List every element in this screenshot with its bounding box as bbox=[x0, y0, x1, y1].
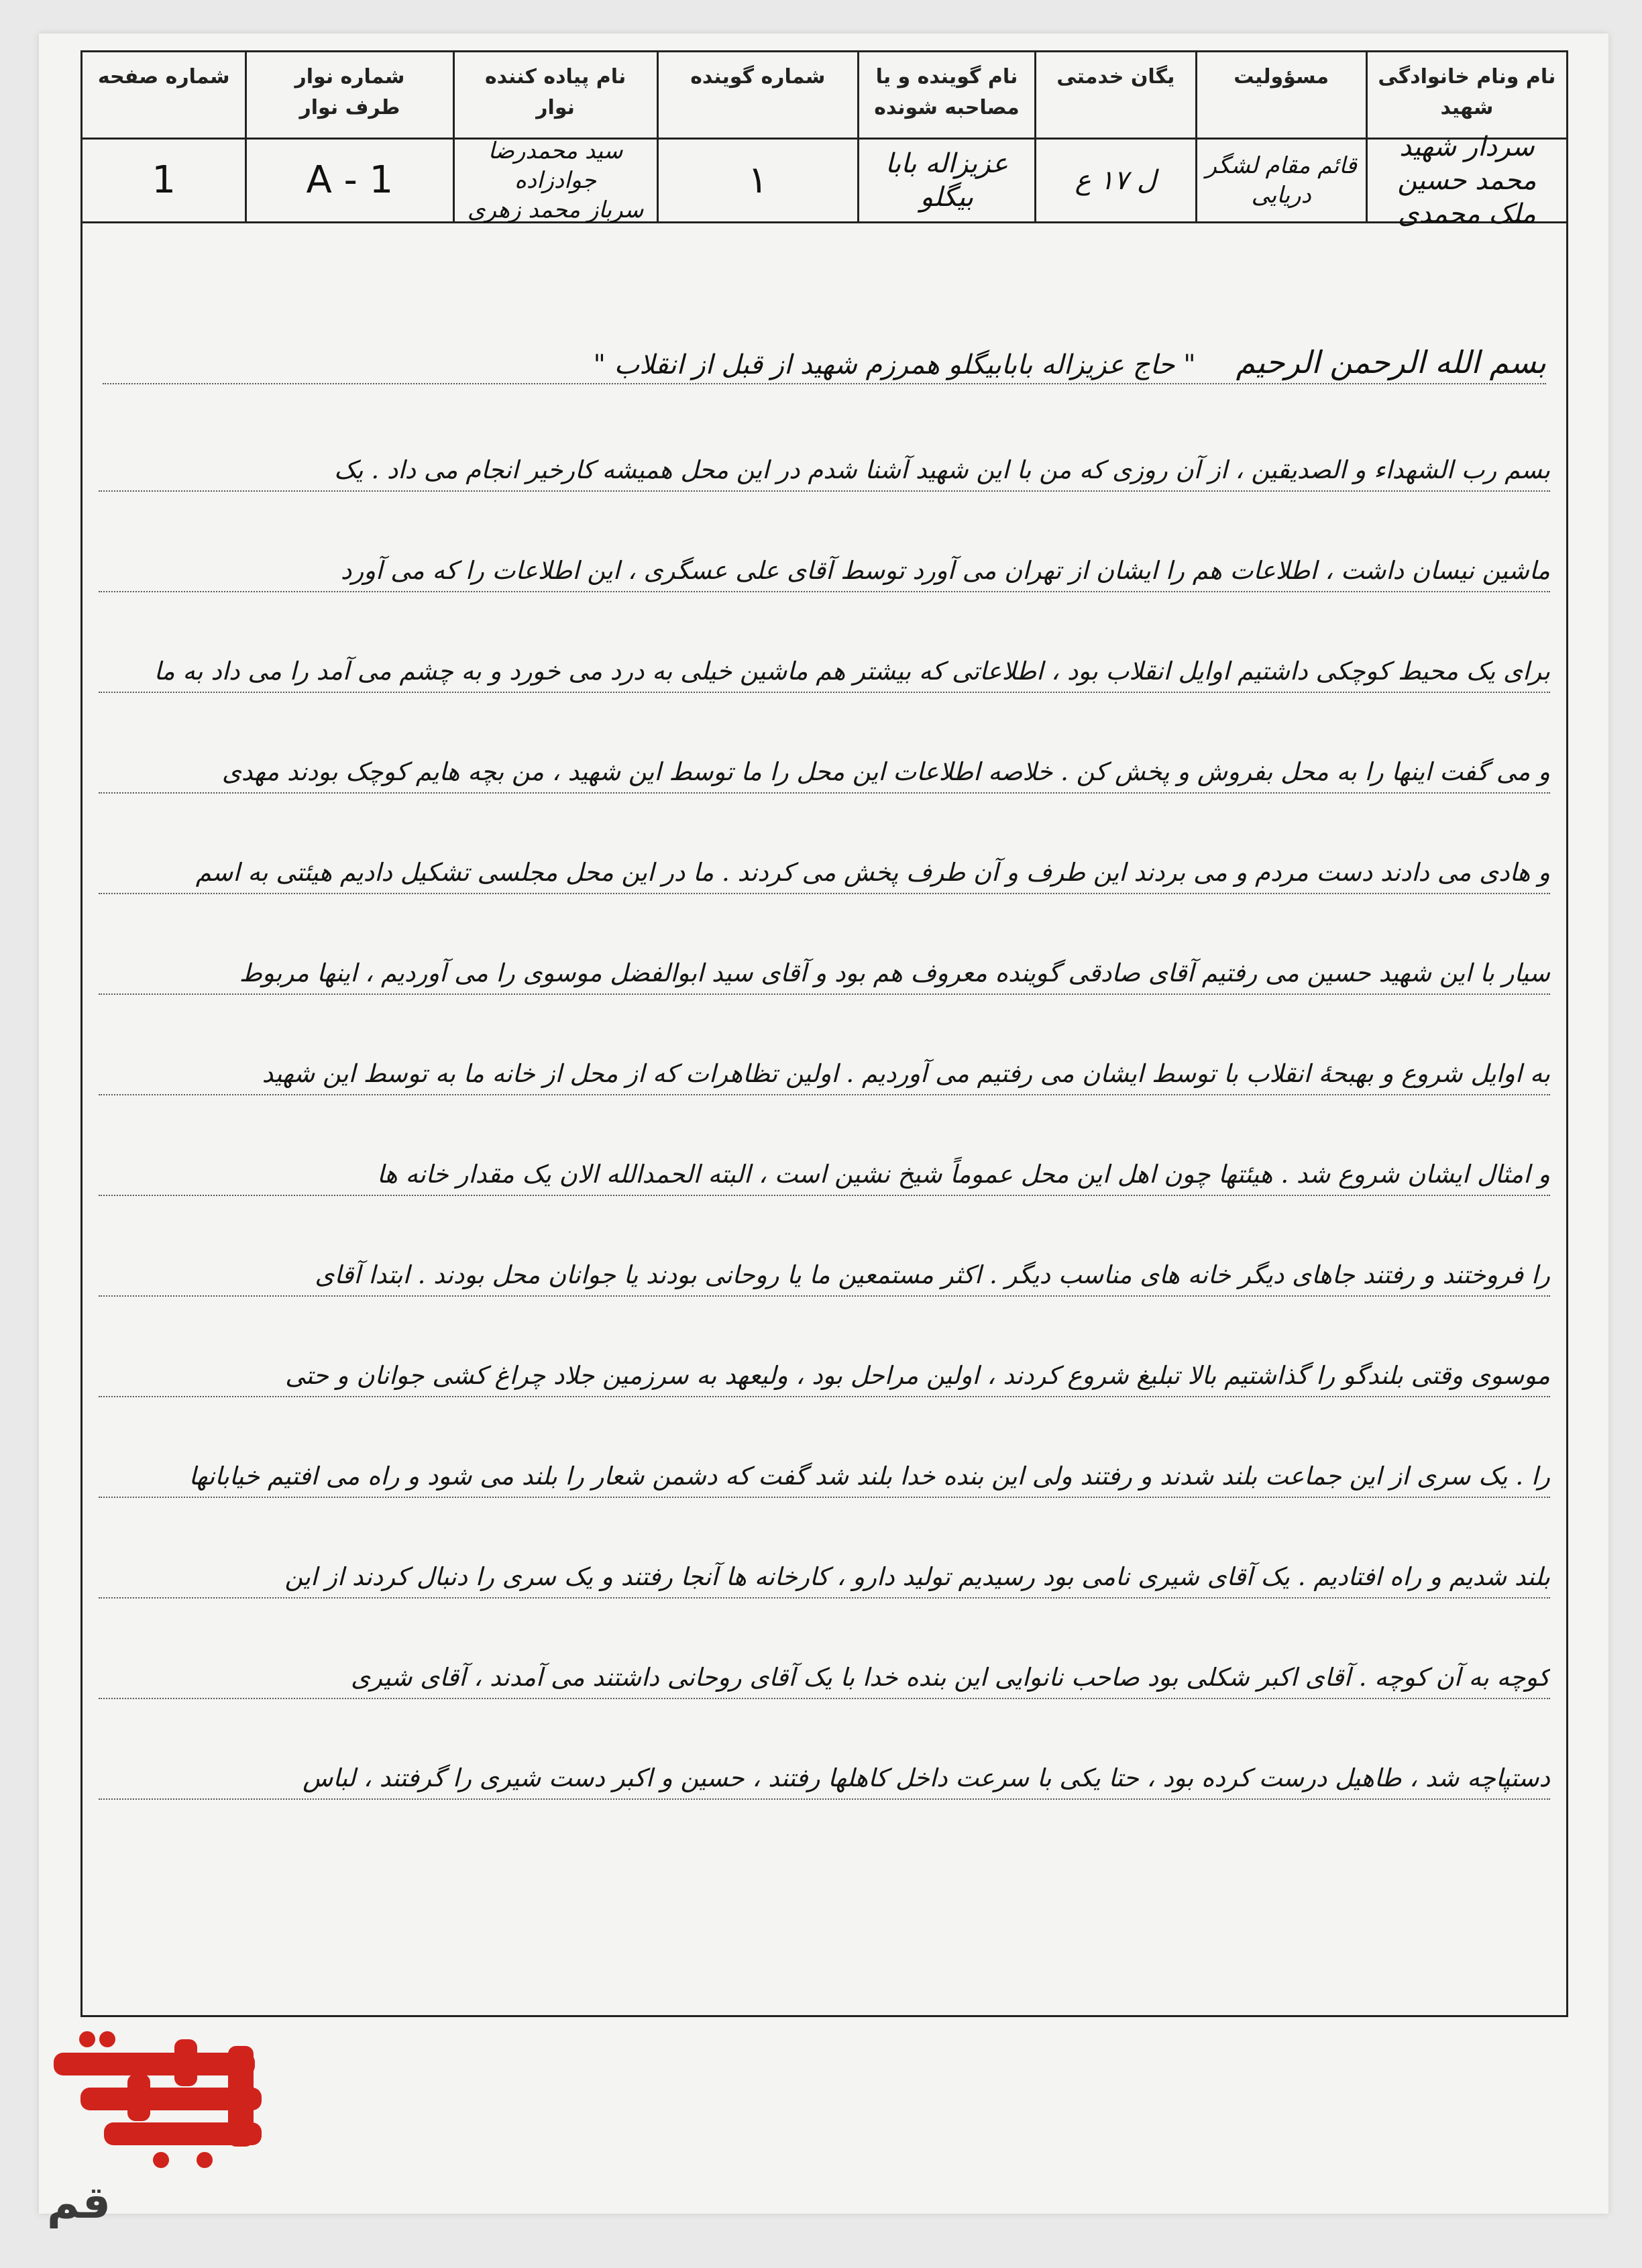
label-transcriber bbox=[453, 52, 657, 138]
label-tape-number-line2: طرف نوار bbox=[299, 96, 400, 119]
value-responsibility-line2: دریایی bbox=[1251, 182, 1311, 209]
value-speaker-name bbox=[857, 140, 1034, 221]
transcript-line-text: را فروختند و رفتند جاهای دیگر خانه های مناسب دیگر . اکثر مستمعین ما یا روحانی بودند یا جوانان محل بودند . ابتدا آقای bbox=[315, 1260, 1550, 1289]
transcript-line-text: و هادی می دادند دست مردم و می بردند این طرف و آن طرف پخش می کردند . ما در این محل مجلسی تشکیل دادیم هیئتی به اسم bbox=[195, 858, 1550, 887]
label-speaker-name-line1: نام گوینده و یا bbox=[875, 65, 1018, 89]
label-responsibility bbox=[1195, 52, 1366, 138]
transcript-line bbox=[99, 391, 1550, 492]
label-transcriber-line1: نام پیاده کننده bbox=[484, 65, 626, 89]
transcript-line bbox=[99, 794, 1550, 894]
form-header-table bbox=[83, 52, 1566, 229]
transcript-line-text: بلند شدیم و راه افتادیم . یک آقای شیری نامی بود رسیدیم تولید دارو ، کارخانه ها آنجا رفتند و یک سری را دنبال کردند از این bbox=[284, 1562, 1550, 1591]
label-page-number-text: شماره صفحه bbox=[97, 65, 230, 89]
transcript-line bbox=[99, 1095, 1550, 1196]
transcript-line-text: را . یک سری از این جماعت بلند شدند و رفتند ولی این بنده خدا بلند شد گفت که دشمن شعار را بلند می شود و راه می افتیم خیابانها bbox=[188, 1462, 1550, 1491]
label-speaker-number-text: شماره گوینده bbox=[690, 65, 826, 89]
transcript-line bbox=[99, 1599, 1550, 1699]
value-transcriber-line1: سید محمدرضا جوادزاده bbox=[488, 138, 623, 194]
label-tape-number-line1: شماره نوار bbox=[294, 65, 405, 89]
label-responsibility-text: مسؤولیت bbox=[1234, 65, 1329, 89]
value-speaker-number bbox=[657, 140, 857, 221]
bismillah-text: بسم الله الرحمن الرحیم bbox=[1236, 344, 1546, 380]
transcript-line-text: به اوایل شروع و بهبحهٔ انقلاب با توسط ایشان می رفتیم می آوردیم . اولین تظاهرات که از محل از خانه ما به توسط این شهید bbox=[262, 1059, 1550, 1088]
form-frame bbox=[80, 50, 1568, 2017]
transcript-line-text: سیار با این شهید حسین می رفتیم آقای صادقی گوینده معروف هم بود و آقای سید ابوالفضل موسوی را می آوردیم ، اینها مربوط bbox=[239, 959, 1550, 987]
transcript-line bbox=[99, 1196, 1550, 1297]
transcript-line bbox=[99, 1699, 1550, 1800]
transcript-line bbox=[99, 1397, 1550, 1498]
transcript-line bbox=[99, 894, 1550, 995]
transcript-line bbox=[99, 1498, 1550, 1599]
transcript-line bbox=[99, 1297, 1550, 1397]
value-page-number-text: 1 bbox=[152, 158, 176, 202]
value-tape-number-text: A - 1 bbox=[306, 158, 394, 202]
header-labels-row bbox=[83, 52, 1566, 140]
transcript-line-text: دستپاچه شد ، طاهیل درست کرده بود ، حتا یکی با سرعت داخل کاهلها رفتند ، حسین و اکبر دست شیری را گرفتند ، لباس bbox=[303, 1764, 1550, 1792]
transcript-line bbox=[99, 693, 1550, 794]
value-transcriber bbox=[453, 140, 657, 221]
transcript-line-text: موسوی وقتی بلندگو را گذاشتیم بالا تبلیغ شروع کردند ، اولین مراحل بود ، ولیعهد به سرزمین جلاد چراغ کشی جوانان و حتی bbox=[285, 1361, 1550, 1390]
transcript-line bbox=[99, 995, 1550, 1095]
document-sheet bbox=[39, 34, 1608, 2214]
value-speaker-name-text: عزیزاله بابا بیگلو bbox=[885, 148, 1009, 213]
value-speaker-number-text: ۱ bbox=[747, 158, 768, 202]
transcript-line-text: کوچه به آن کوچه . آقای اکبر شکلی بود صاحب نانوایی این بنده خدا با یک آقای روحانی داشتند می آمدند ، آقای شیری bbox=[351, 1663, 1550, 1692]
title-line bbox=[103, 337, 1546, 384]
transcript-line-text: بسم رب الشهداء و الصدیقین ، از آن روزی که من با این شهید آشنا شدم در این محل همیشه کارخیر انجام می داد . یک bbox=[334, 455, 1550, 484]
value-responsibility bbox=[1195, 140, 1366, 221]
value-tape-number bbox=[245, 140, 452, 221]
value-name bbox=[1366, 131, 1566, 229]
transcript-line-text: برای یک محیط کوچکی داشتیم اوایل انقلاب بود ، اطلاعاتی که بیشتر هم ماشین خیلی به درد می خورد و به چشم می آمد را می داد به ما bbox=[154, 657, 1550, 686]
label-tape-number bbox=[245, 52, 452, 138]
transcript-line-text: و می گفت اینها را به محل بفروش و پخش کن . خلاصه اطلاعات این محل را ما توسط این شهید ، من بچه هایم کوچک بودند مهدی bbox=[221, 757, 1550, 786]
transcript-line-text: و امثال ایشان شروع شد . هیئتها چون اهل این محل عموماً شیخ نشین است ، البته الحمدالله الان یک مقدار خانه ها bbox=[376, 1160, 1550, 1189]
value-responsibility-line1: قائم مقام لشگر bbox=[1205, 152, 1357, 179]
transcript-title: " حاج عزیزاله بابابیگلو همرزم شهید از قبل از انقلاب " bbox=[593, 349, 1196, 380]
label-unit bbox=[1034, 52, 1195, 138]
label-speaker-name-line2: مصاحبه شونده bbox=[874, 96, 1020, 119]
label-transcriber-line2: نوار bbox=[536, 96, 575, 119]
value-name-text: سردار شهید محمد حسین ملک محمدی bbox=[1397, 131, 1537, 229]
label-name-text: نام ونام خانوادگی شهید bbox=[1378, 65, 1556, 119]
label-page-number bbox=[83, 52, 245, 138]
logo-caption: قم bbox=[47, 2177, 111, 2228]
transcript-body bbox=[83, 223, 1566, 2017]
transcript-line bbox=[99, 592, 1550, 693]
value-transcriber-line2: سرباز محمد زهری bbox=[467, 197, 644, 223]
label-name bbox=[1366, 52, 1566, 138]
navid-shahed-logo bbox=[40, 2026, 315, 2234]
transcript-line-text: ماشین نیسان داشت ، اطلاعات هم را ایشان از تهران می آورد توسط آقای علی عسگری ، این اطلاعات را که می آورد bbox=[340, 556, 1550, 585]
value-unit bbox=[1034, 140, 1195, 221]
label-speaker-name bbox=[857, 52, 1034, 138]
header-values-row bbox=[83, 131, 1566, 229]
label-speaker-number bbox=[657, 52, 857, 138]
transcript-line bbox=[99, 492, 1550, 592]
value-page-number bbox=[83, 140, 245, 221]
value-unit-text: ل ۱۷ ع bbox=[1075, 165, 1156, 196]
label-unit-text: یگان خدمتی bbox=[1056, 65, 1175, 89]
